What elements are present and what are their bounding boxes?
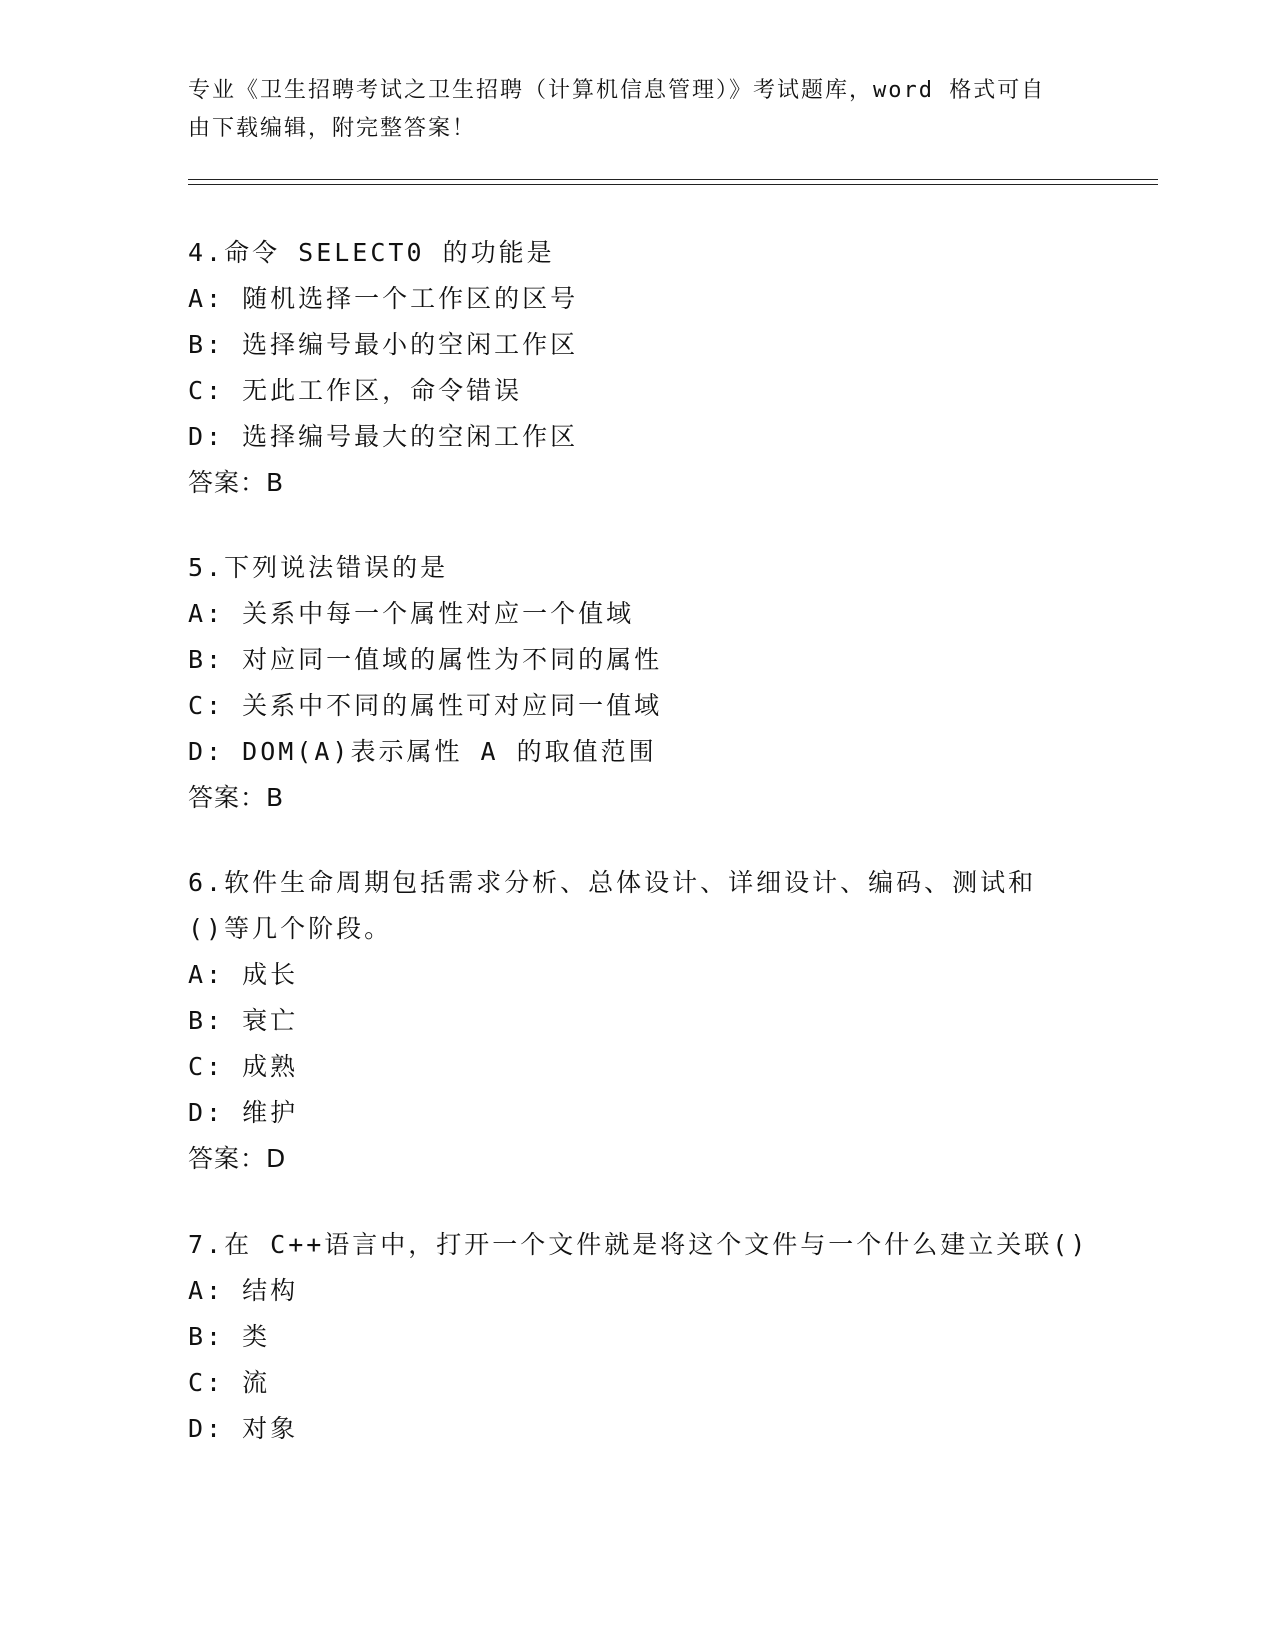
option-d: D: 选择编号最大的空闲工作区: [188, 422, 579, 451]
header-divider-top: [188, 179, 1158, 180]
option-c: C: 关系中不同的属性可对应同一值域: [188, 691, 663, 720]
question-5: [188, 545, 1088, 821]
answer-line: 答案：B: [188, 783, 285, 812]
option-d: D: 维护: [188, 1098, 299, 1127]
option-a: A: 成长: [188, 960, 299, 989]
option-b: B: 对应同一值域的属性为不同的属性: [188, 645, 663, 674]
question-stem: 6.软件生命周期包括需求分析、总体设计、详细设计、编码、测试和: [188, 868, 1037, 897]
option-a: A: 关系中每一个属性对应一个值域: [188, 599, 635, 628]
question-stem: 5.下列说法错误的是: [188, 553, 449, 582]
answer-line: 答案：B: [188, 468, 285, 497]
option-a: A: 随机选择一个工作区的区号: [188, 284, 579, 313]
option-d: D: DOM(A)表示属性 A 的取值范围: [188, 737, 657, 766]
document-header: [188, 72, 1088, 148]
option-c: C: 成熟: [188, 1052, 299, 1081]
question-6: [188, 860, 1088, 1182]
option-a: A: 结构: [188, 1276, 299, 1305]
question-stem: 7.在 C++语言中，打开一个文件就是将这个文件与一个什么建立关联(): [188, 1230, 1089, 1259]
question-stem: 4.命令 SELECT0 的功能是: [188, 238, 555, 267]
header-divider-bottom: [188, 184, 1158, 185]
option-c: C: 流: [188, 1368, 271, 1397]
option-b: B: 类: [188, 1322, 271, 1351]
option-b: B: 选择编号最小的空闲工作区: [188, 330, 579, 359]
header-line-2: 由下载编辑，附完整答案！: [188, 116, 477, 141]
header-line-1: 专业《卫生招聘考试之卫生招聘（计算机信息管理）》考试题库，word 格式可自: [188, 78, 1046, 103]
option-b: B: 衰亡: [188, 1006, 299, 1035]
question-stem-continued: ()等几个阶段。: [188, 914, 393, 943]
option-c: C: 无此工作区，命令错误: [188, 376, 523, 405]
question-4: [188, 230, 1088, 506]
option-d: D: 对象: [188, 1414, 299, 1443]
question-7: [188, 1222, 1088, 1452]
answer-line: 答案：D: [188, 1144, 287, 1173]
